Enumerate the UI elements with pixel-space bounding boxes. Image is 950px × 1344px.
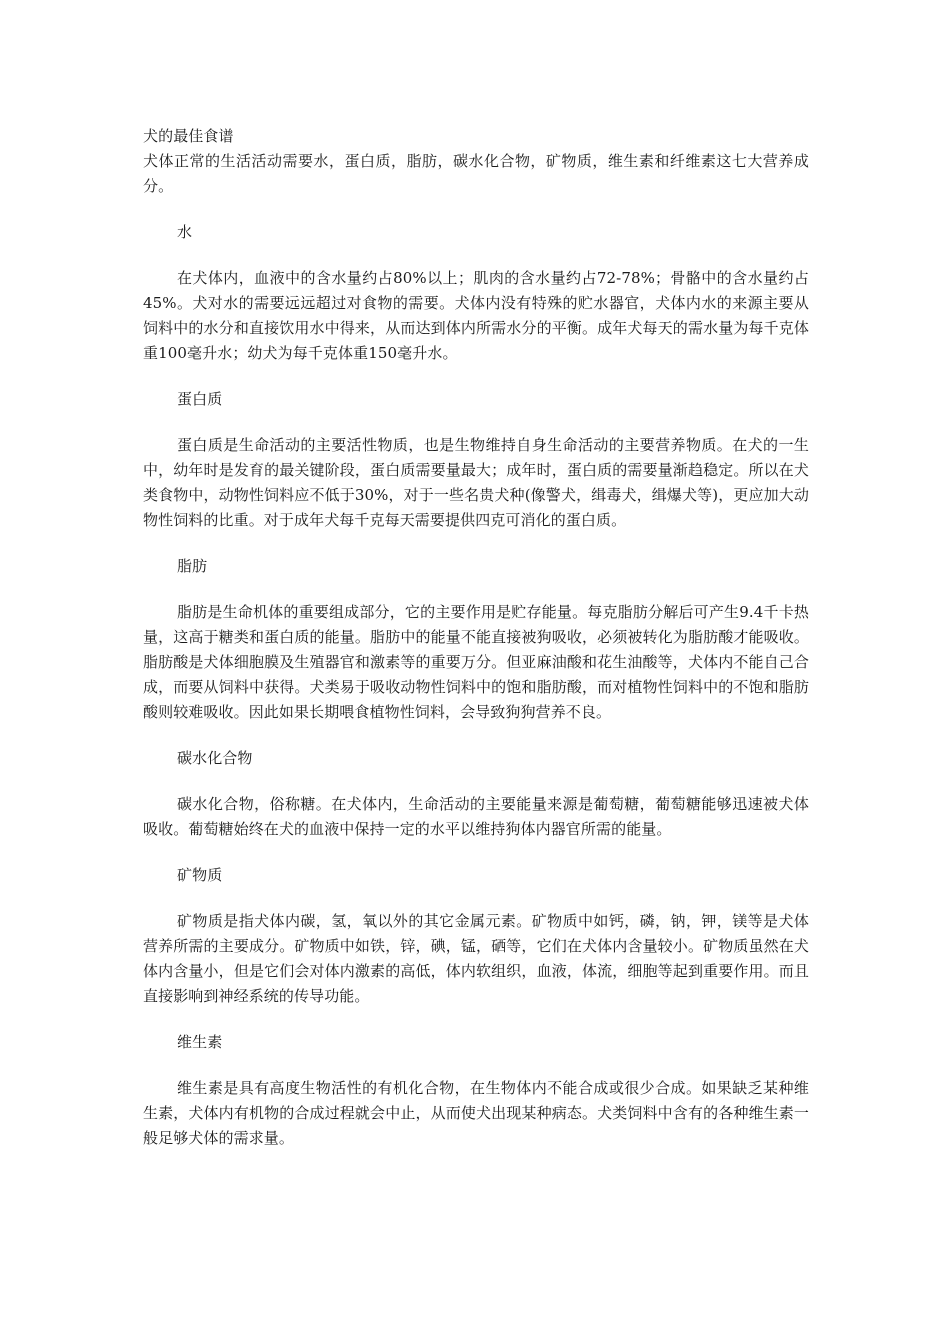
section-body-water: 在犬体内，血液中的含水量约占80%以上；肌肉的含水量约占72-78%；骨骼中的含水量约占45%。犬对水的需要远远超过对食物的需要。犬体内没有特殊的贮水器官，犬体内水的来源主要从饲料中的水分和直接饮用水中得来，从而达到体内所需水分的平衡。成年犬每天的需水量为每千克体重100毫升水；幼犬为每千克体重150毫升水。 bbox=[143, 269, 809, 362]
section-body-protein: 蛋白质是生命活动的主要活性物质，也是生物维持自身生命活动的主要营养物质。在犬的一生中，幼年时是发育的最关键阶段，蛋白质需要量最大；成年时，蛋白质的需要量渐趋稳定。所以在犬类食物中，动物性饲料应不低于30%，对于一些名贵犬种(像警犬，缉毒犬，缉爆犬等)，更应加大动物性饲料的比重。对于成年犬每千克每天需要提供四克可消化的蛋白质。 bbox=[143, 436, 809, 529]
section-body-vitamins: 维生素是具有高度生物活性的有机化合物，在生物体内不能合成或很少合成。如果缺乏某种维生素，犬体内有机物的合成过程就会中止，从而使犬出现某种病态。犬类饲料中含有的各种维生素一般足够犬体的需求量。 bbox=[143, 1079, 809, 1147]
section-body-minerals: 矿物质是指犬体内碳，氢，氧以外的其它金属元素。矿物质中如钙，磷，钠，钾，镁等是犬体营养所需的主要成分。矿物质中如铁，锌，碘，锰，硒等，它们在犬体内含量较小。矿物质虽然在犬体内含量小，但是它们会对体内激素的高低，体内软组织，血液，体流，细胞等起到重要作用。而且直接影响到神经系统的传导功能。 bbox=[143, 912, 809, 1005]
section-heading-water: 水 bbox=[177, 223, 193, 241]
intro-paragraph: 犬体正常的生活活动需要水，蛋白质，脂肪，碳水化合物，矿物质，维生素和纤维素这七大营养成分。 bbox=[143, 152, 809, 195]
section-body-fat: 脂肪是生命机体的重要组成部分，它的主要作用是贮存能量。每克脂肪分解后可产生9.4千卡热量，这高于糖类和蛋白质的能量。脂肪中的能量不能直接被狗吸收，必须被转化为脂肪酸才能吸收。脂肪酸是犬体细胞膜及生殖器官和激素等的重要万分。但亚麻油酸和花生油酸等，犬体内不能自己合成，而要从饲料中获得。犬类易于吸收动物性饲料中的饱和脂肪酸，而对植物性饲料中的不饱和脂肪酸则较难吸收。因此如果长期喂食植物性饲料，会导致狗狗营养不良。 bbox=[143, 603, 809, 721]
section-heading-protein: 蛋白质 bbox=[177, 390, 223, 408]
document-page bbox=[143, 124, 809, 1151]
section-heading-minerals: 矿物质 bbox=[177, 866, 223, 884]
section-heading-fat: 脂肪 bbox=[177, 557, 208, 575]
document-title: 犬的最佳食谱 bbox=[143, 127, 234, 145]
section-body-carbohydrate: 碳水化合物，俗称糖。在犬体内，生命活动的主要能量来源是葡萄糖，葡萄糖能够迅速被犬体吸收。葡萄糖始终在犬的血液中保持一定的水平以维持狗体内器官所需的能量。 bbox=[143, 795, 809, 838]
section-heading-carbohydrate: 碳水化合物 bbox=[177, 749, 253, 767]
section-heading-vitamins: 维生素 bbox=[177, 1033, 223, 1051]
